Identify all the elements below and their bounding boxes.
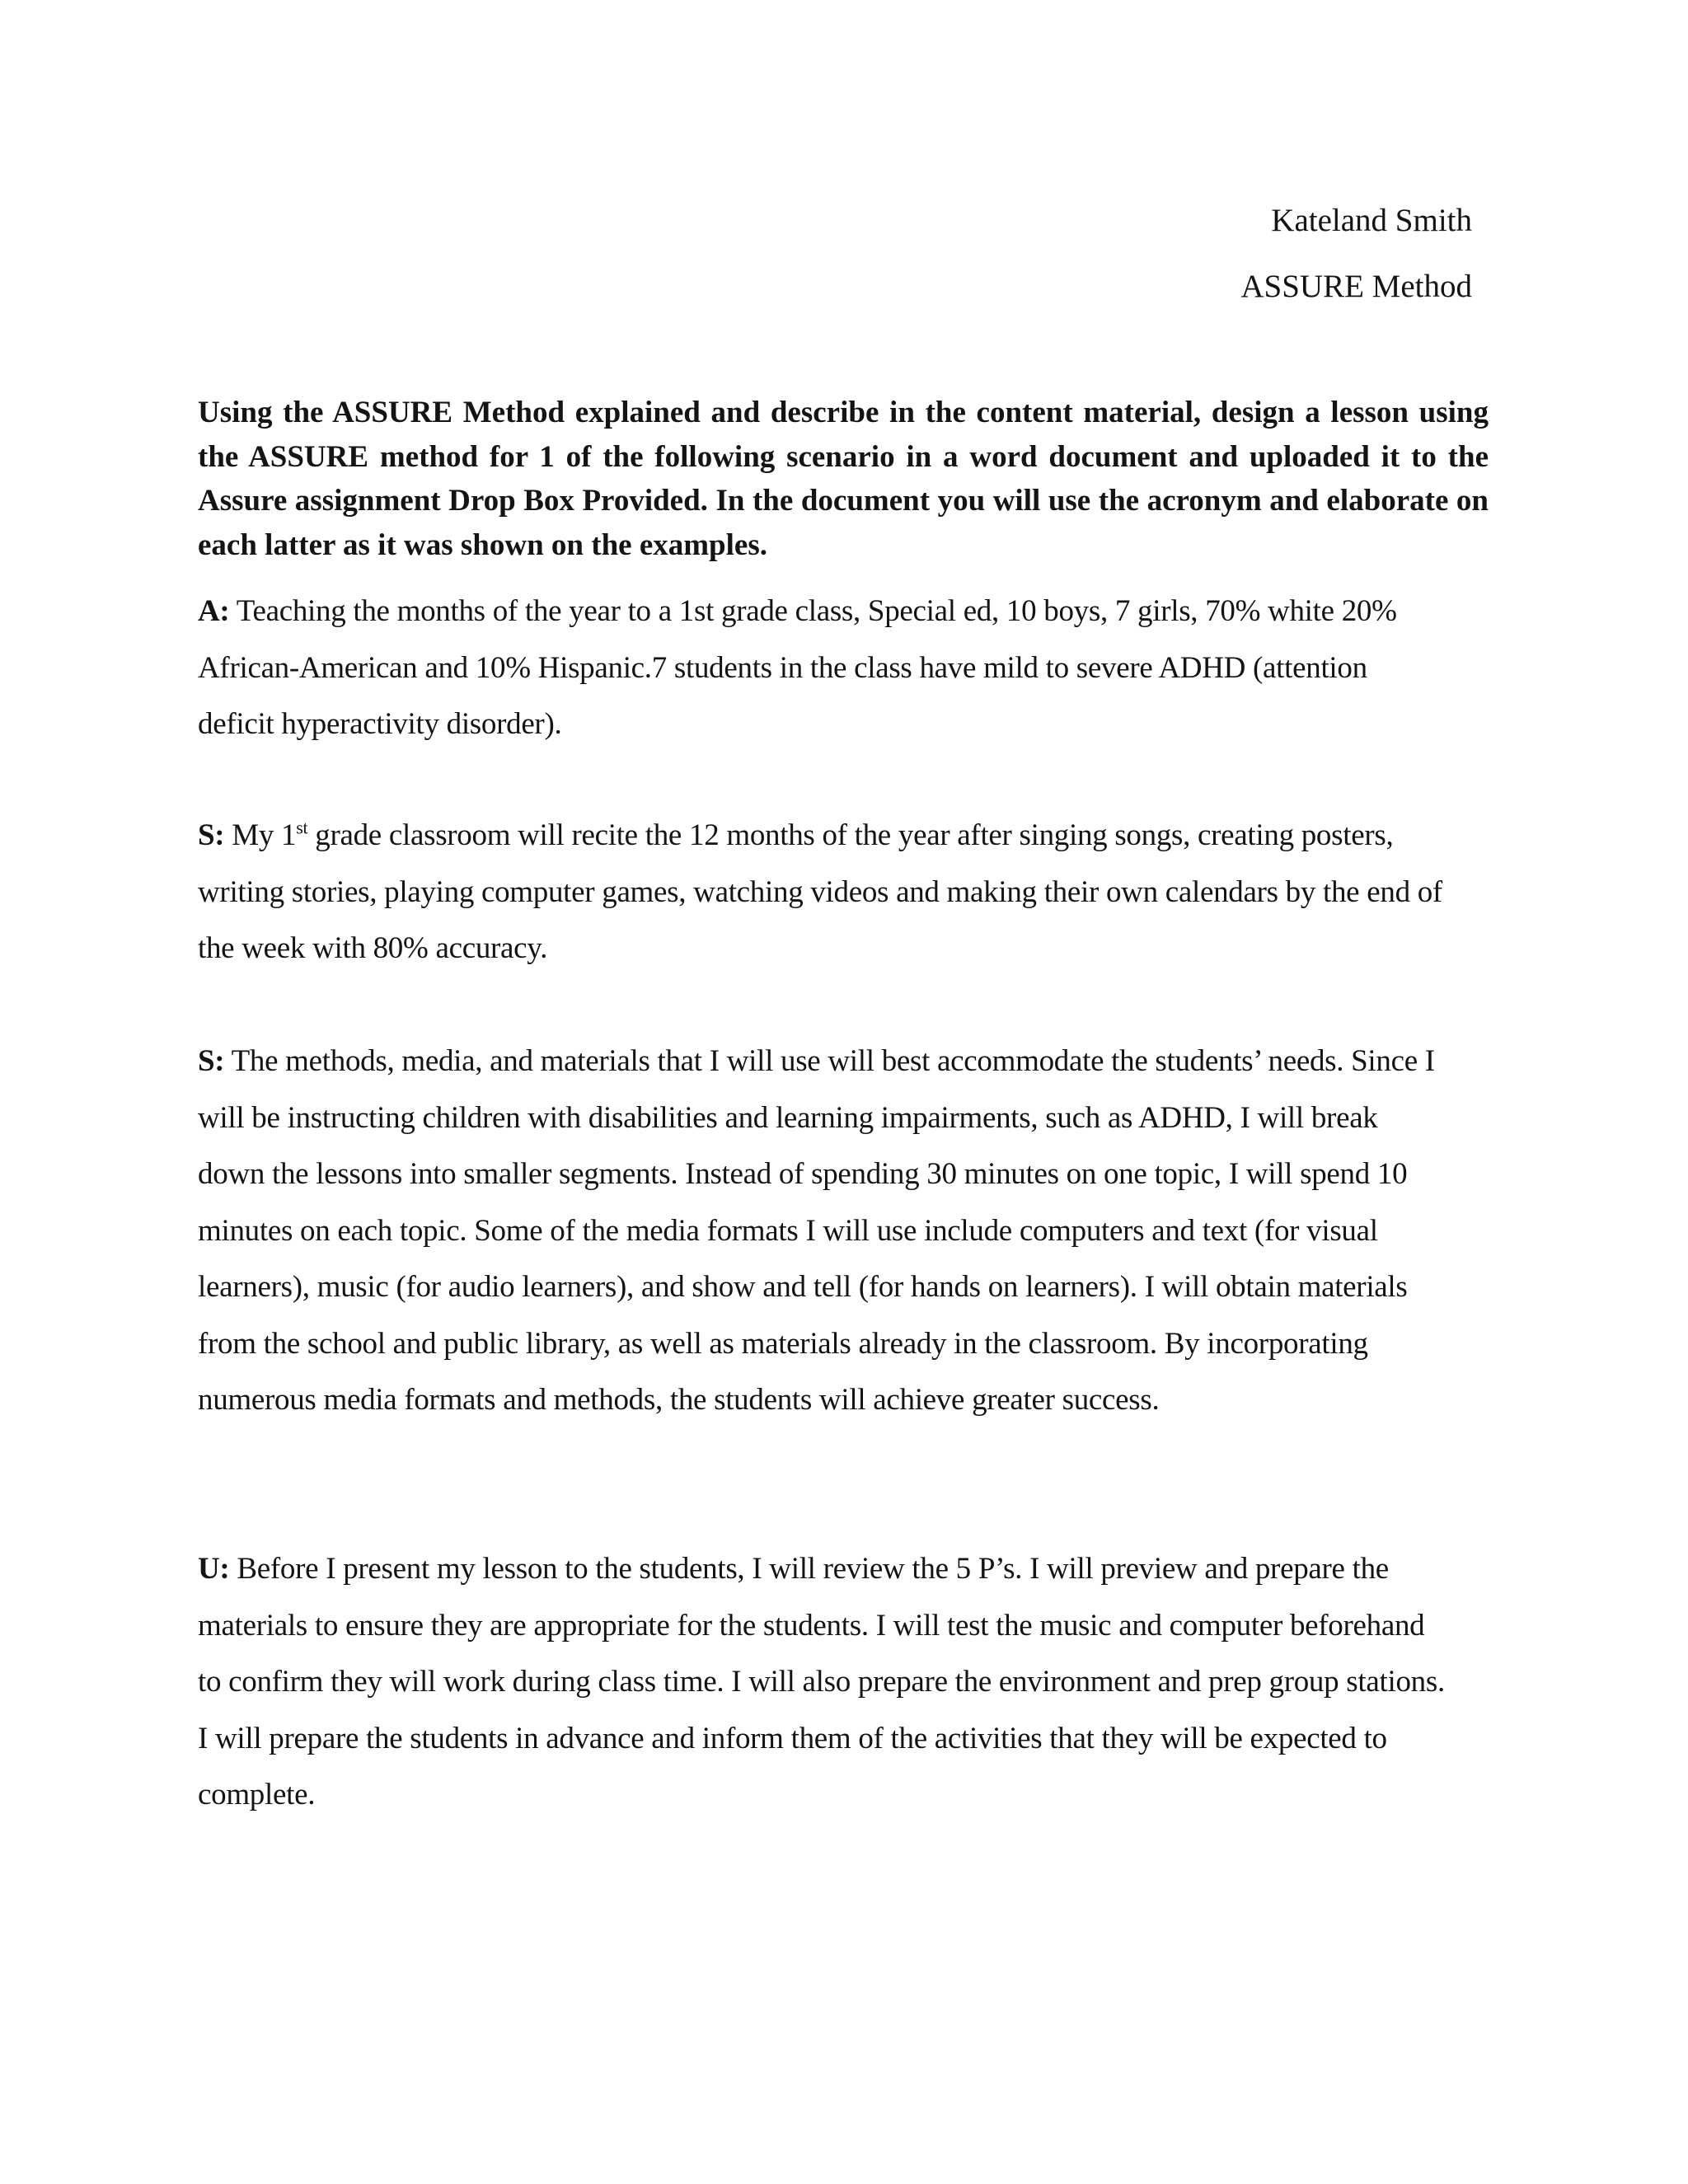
section-text: Before I present my lesson to the students, I will review the 5 P’s. I will preview and prepare the materials to ensure they are appropriate for the students. I will test the music and computer beforehand to confirm they will work during class time. I will also prepare the environment and prep group stations. I will prepare the students in advance and inform them of the activities that they will be expected to complete. bbox=[198, 1552, 1445, 1811]
section-text: grade classroom will recite the 12 months of the year after singing songs, creating posters, writing stories, playing computer games, watching videos and making their own calendars by the end of the week with 80% accuracy. bbox=[198, 818, 1442, 965]
section-letter: S: bbox=[198, 1044, 225, 1078]
section-text-prefix: My 1 bbox=[232, 818, 297, 852]
section-state-objectives bbox=[198, 808, 1451, 977]
document-title: ASSURE Method bbox=[1240, 269, 1472, 304]
section-select-methods bbox=[198, 1033, 1451, 1429]
ordinal-superscript: st bbox=[296, 817, 308, 838]
assignment-instructions: Using the ASSURE Method explained and describe in the content material, design a lesson using the ASSURE method for 1 of the following scenario in a word document and uploaded it to the Assure assignment Drop Box Provided. In the document you will use the acronym and elaborate on each latter as it was shown on the examples. bbox=[198, 396, 1489, 562]
author-name: Kateland Smith bbox=[1271, 203, 1472, 238]
section-utilize-media bbox=[198, 1541, 1451, 1824]
document-header bbox=[1240, 188, 1472, 320]
section-analyze bbox=[198, 583, 1451, 753]
section-letter: S: bbox=[198, 818, 225, 852]
section-letter: U: bbox=[198, 1552, 230, 1586]
section-letter: A: bbox=[198, 594, 230, 628]
section-text: The methods, media, and materials that I will use will best accommodate the students’ needs. Since I will be instructing children with disabilities and learning impairments, such as ADHD, I will break down the lessons into smaller segments. Instead of spending 30 minutes on one topic, I will spend 10 minutes on each topic. Some of the media formats I will use include computers and text (for visual learners), music (for audio learners), and show and tell (for hands on learners). I will obtain materials from the school and public library, as well as materials already in the classroom. By incorporating numerous media formats and methods, the students will achieve greater success. bbox=[198, 1044, 1435, 1417]
section-text: Teaching the months of the year to a 1st grade class, Special ed, 10 boys, 7 girls, 70% white 20% African-American and 10% Hispanic.7 students in the class have mild to severe ADHD (attention deficit hyperactivity disorder). bbox=[198, 594, 1397, 741]
